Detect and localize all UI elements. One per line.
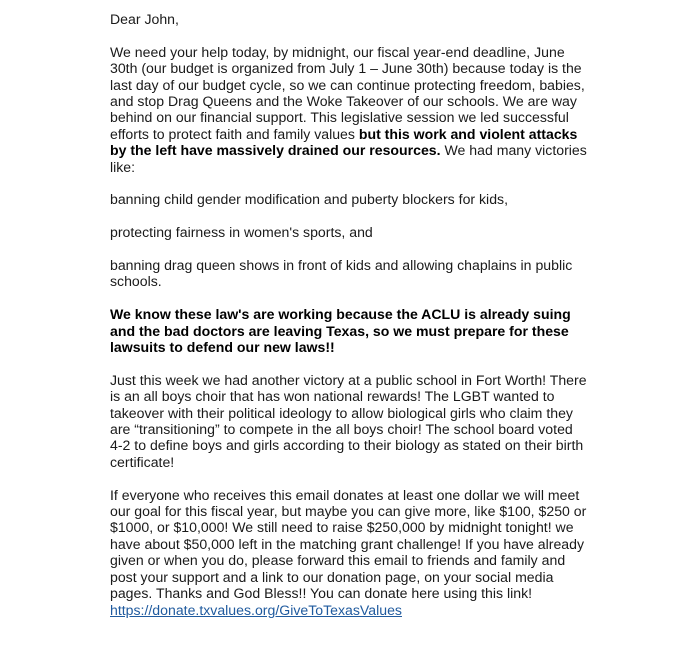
paragraph-donate (110, 487, 588, 618)
victory-item: banning drag queen shows in front of kids and allowing chaplains in public schools. (110, 257, 573, 290)
paragraph-aclu (110, 306, 588, 355)
paragraph-fort-worth: Just this week we had another victory at a public school in Fort Worth! There is an all boys choir that has won national rewards! The LGBT wanted to takeover with their political ideology to allow biological girls who claim they are “transitioning” to compete in the all boys choir! The school board voted 4-2 to define boys and girls according to their biology as stated on their birth certificate! (110, 371, 587, 470)
paragraph-aclu-bold: We know these law's are working because the ACLU is already suing and the bad doctors are leaving Texas, so we must prepare for these lawsuits to defend our new laws!! (110, 306, 571, 356)
paragraph-fiscal-deadline-text: We need your help today, by midnight, our fiscal year-end deadline, June 30th (our budget is organized from July 1 – June 30th) because today is the last day of our budget cycle, so we can continue protecting freedom, babies, and stop Drag Queens and the Woke Takeover of our schools. We are way behind on our financial support. This legislative session we led successful efforts to protect faith and family values (110, 43, 585, 142)
greeting: Dear John, (110, 11, 179, 27)
email-body (110, 11, 588, 618)
donate-link[interactable]: https://donate.txvalues.org/GiveToTexasValues (110, 601, 402, 618)
paragraph-donate-text: If everyone who receives this email donates at least one dollar we will meet our goal for this fiscal year, but maybe you can give more, like $100, $250 or $1000, or $10,000! We still need to raise $250,000 by midnight tonight! we have about $50,000 left in the matching grant challenge! If you have already given or when you do, please forward this email to friends and family and post your support and a link to our donation page, on your social media pages. Thanks and God Bless!! You can donate here using this link! (110, 486, 587, 602)
victory-item: protecting fairness in women's sports, and (110, 224, 373, 241)
paragraph-fiscal-deadline (110, 44, 588, 175)
paragraph-fiscal-deadline-tail: We had many victories like: (110, 142, 587, 175)
victory-item: banning child gender modification and puberty blockers for kids, (110, 191, 508, 208)
paragraph-fiscal-deadline-bold: but this work and violent attacks by the left have massively drained our resources. (110, 125, 578, 159)
